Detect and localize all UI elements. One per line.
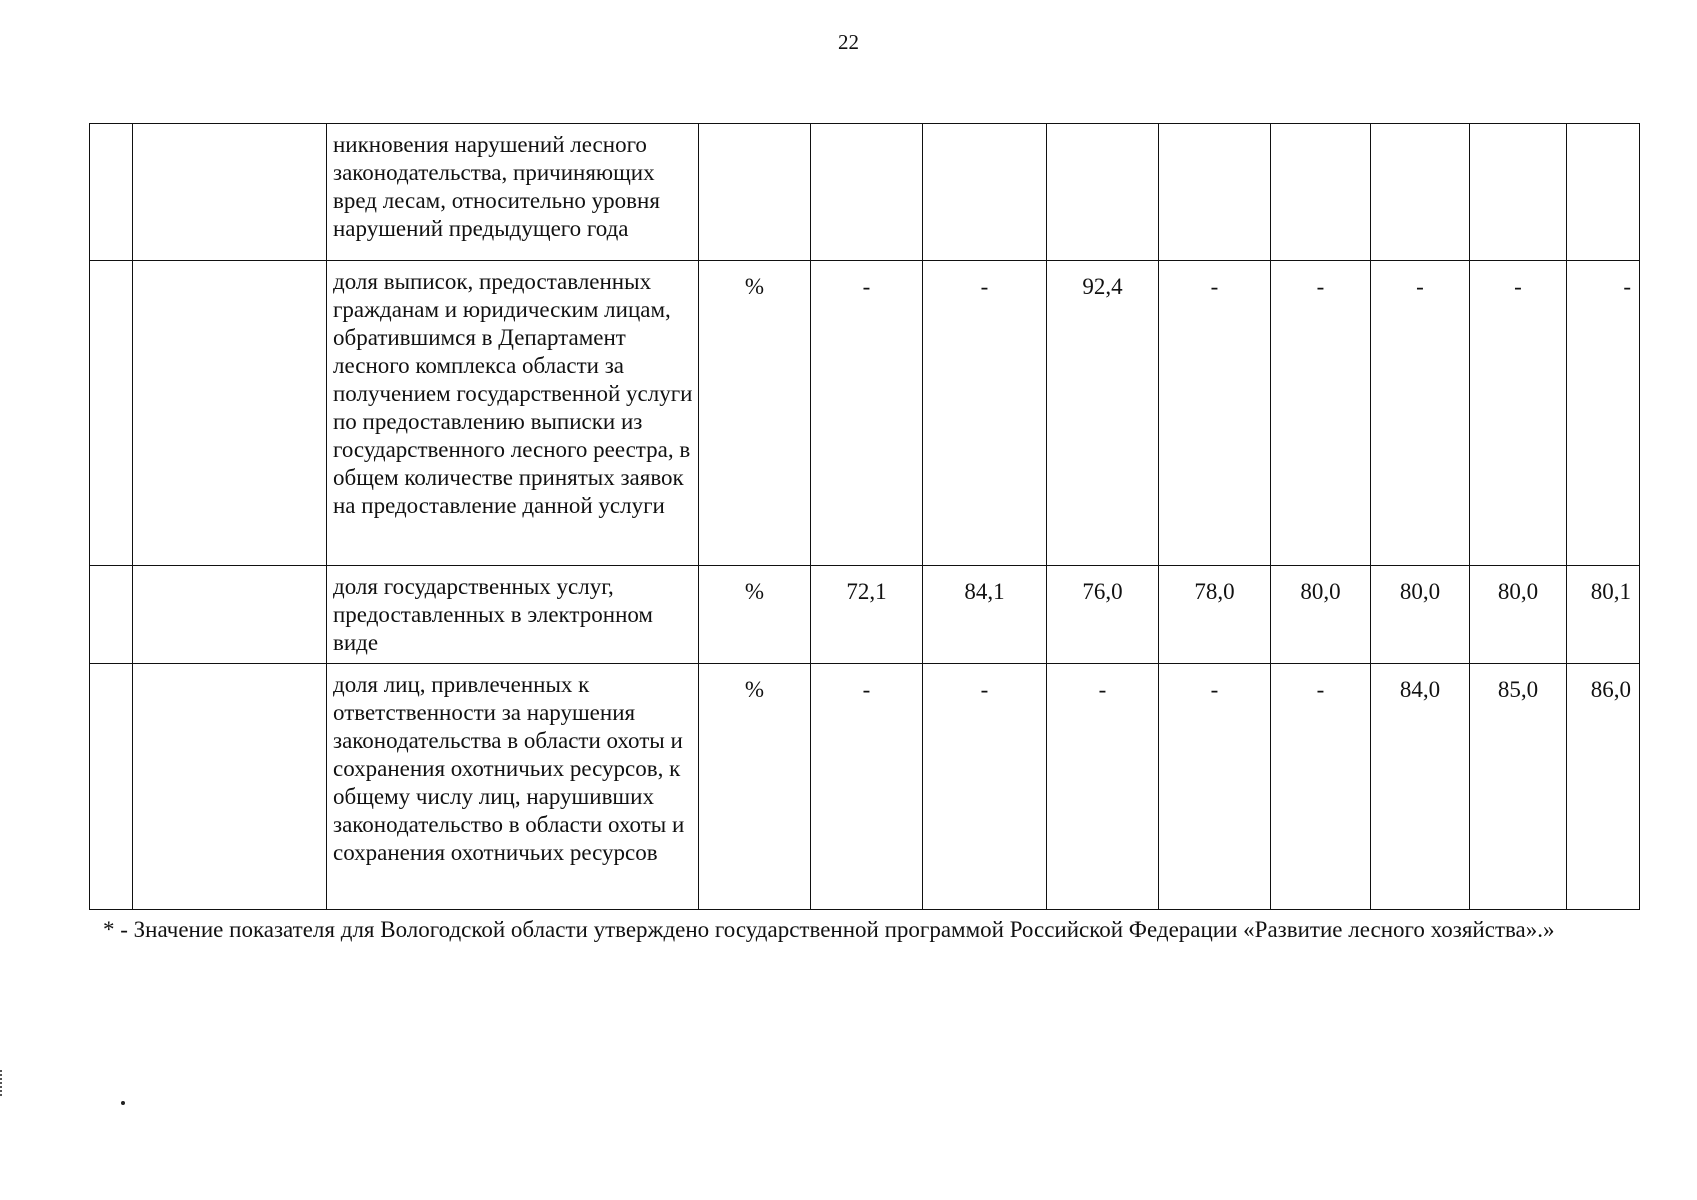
unit-cell: % — [699, 261, 811, 566]
indicator-description: доля лиц, привлеченных к ответственности за нарушения законодательства в области охоты и сохранения охотничьих ресурсов, к общему числу лиц, нарушивших законодательство в области охоты и сохранения охотничьих ресурсов — [327, 664, 699, 910]
value-cell: - — [1159, 664, 1271, 910]
program-cell — [133, 124, 327, 261]
value-cell: - — [1470, 261, 1567, 566]
program-cell — [133, 664, 327, 910]
table-row — [90, 664, 1640, 910]
row-number-cell — [90, 566, 133, 664]
row-number-cell — [90, 124, 133, 261]
stray-dot — [121, 1101, 125, 1105]
value-cell: 78,0 — [1159, 566, 1271, 664]
value-cell — [1271, 124, 1371, 261]
value-cell: - — [923, 664, 1047, 910]
footnote: * - Значение показателя для Вологодской области утверждено государственной программой Российской Федерации «Развитие лесного хозяйства».» — [103, 917, 1555, 942]
value-cell: 84,0 — [1371, 664, 1470, 910]
value-cell: 76,0 — [1047, 566, 1159, 664]
row-number-cell — [90, 261, 133, 566]
value-cell: - — [923, 261, 1047, 566]
table-row — [90, 566, 1640, 664]
value-cell: - — [1271, 664, 1371, 910]
value-cell: - — [1371, 261, 1470, 566]
value-cell: - — [1271, 261, 1371, 566]
value-cell: - — [1047, 664, 1159, 910]
value-cell: 80,0 — [1470, 566, 1567, 664]
indicator-description: никновения нарушений лесного законодательства, причиняющих вред лесам, относительно уровня нарушений предыдущего года — [327, 124, 699, 261]
page-number: 22 — [838, 30, 859, 54]
unit-cell — [699, 124, 811, 261]
margin-marks — [0, 1070, 6, 1096]
value-cell: - — [811, 261, 923, 566]
value-cell — [811, 124, 923, 261]
value-cell: 86,0 — [1567, 664, 1640, 910]
value-cell: 92,4 — [1047, 261, 1159, 566]
indicator-description: доля государственных услуг, предоставленных в электронном виде — [327, 566, 699, 664]
value-cell: 84,1 — [923, 566, 1047, 664]
unit-cell: % — [699, 566, 811, 664]
value-cell: 85,0 — [1470, 664, 1567, 910]
row-number-cell — [90, 664, 133, 910]
value-cell — [1159, 124, 1271, 261]
value-cell: 72,1 — [811, 566, 923, 664]
indicators-table — [89, 123, 1640, 910]
value-cell: 80,0 — [1271, 566, 1371, 664]
value-cell: 80,1 — [1567, 566, 1640, 664]
indicator-description: доля выписок, предоставленных гражданам и юридическим лицам, обратившимся в Департамент лесного комплекса области за получением государственной услуги по предоставлению выписки из государственного лесного реестра, в общем количестве принятых заявок на предоставление данной услуги — [327, 261, 699, 566]
value-cell: - — [1159, 261, 1271, 566]
table-row — [90, 261, 1640, 566]
unit-cell: % — [699, 664, 811, 910]
program-cell — [133, 261, 327, 566]
value-cell — [1470, 124, 1567, 261]
value-cell — [1567, 124, 1640, 261]
program-cell — [133, 566, 327, 664]
value-cell: - — [811, 664, 923, 910]
value-cell — [923, 124, 1047, 261]
value-cell — [1047, 124, 1159, 261]
table-row — [90, 124, 1640, 261]
value-cell: 80,0 — [1371, 566, 1470, 664]
value-cell: - — [1567, 261, 1640, 566]
value-cell — [1371, 124, 1470, 261]
